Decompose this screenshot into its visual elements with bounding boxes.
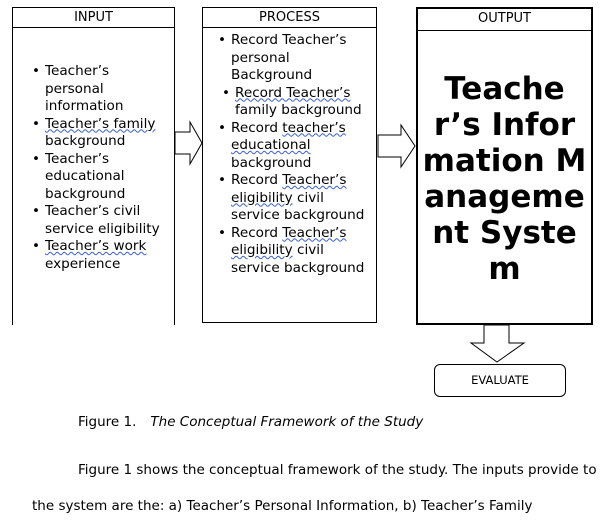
input-item-text: Teacher’s civil service eligibility [45,203,160,237]
output-title: OUTPUT [418,9,591,31]
process-item-text: Record [231,224,283,241]
figure-label: Figure 1. [78,414,137,430]
output-system-name: Teacher’s Information Management System [422,71,587,287]
output-box [416,7,593,325]
input-item-underlined: Teacher’s work [45,238,147,254]
process-list-item [217,120,367,173]
input-list-item [31,151,171,204]
process-list-item [217,172,367,225]
arrow-down-icon [469,324,527,364]
input-item-text: Teacher’s personal information [45,63,124,114]
figure-caption [78,414,423,430]
process-item-underlined: Record Teacher’s [235,84,351,101]
process-item-text: background [231,154,312,171]
process-title: PROCESS [203,8,376,28]
input-list-item [31,203,171,238]
input-item-text: Teacher’s educational background [45,150,126,202]
input-list-item [31,63,171,116]
process-item-text: family background [235,102,362,118]
arrow-right-icon [377,124,417,168]
process-box [202,7,377,323]
paragraph-line-2: the system are the: a) Teacher’s Personal Information, b) Teacher’s Family [32,498,533,514]
input-box [12,7,175,325]
process-item-text: civil service background [231,189,365,223]
paragraph-line-1: Figure 1 shows the conceptual framework of the study. The inputs provide to [78,462,597,478]
evaluate-box: EVALUATE [434,364,566,397]
process-item-text: Record [231,119,283,136]
input-list-item [31,116,171,151]
input-item-underlined: Teacher’s family [45,115,156,132]
process-item-underlined: Teacher’s eligibility [231,172,347,206]
process-item-text: Record [231,172,283,188]
input-item-text: background [45,133,126,149]
process-list-item [221,85,367,120]
process-item-text: Record Teacher’s personal Background [231,32,347,83]
process-list-item [217,32,367,85]
process-item-underlined: teacher’s educational [231,119,346,153]
input-list [31,63,171,273]
process-item-underlined: Teacher’s eligibility [231,224,347,258]
input-title: INPUT [13,8,174,28]
process-list-item [217,225,367,278]
arrow-right-icon [174,121,204,165]
figure-title: The Conceptual Framework of the Study [150,414,424,430]
process-list [217,32,367,277]
input-list-item [31,238,171,273]
process-item-text: civil service background [231,242,365,276]
input-item-text: experience [45,255,121,272]
